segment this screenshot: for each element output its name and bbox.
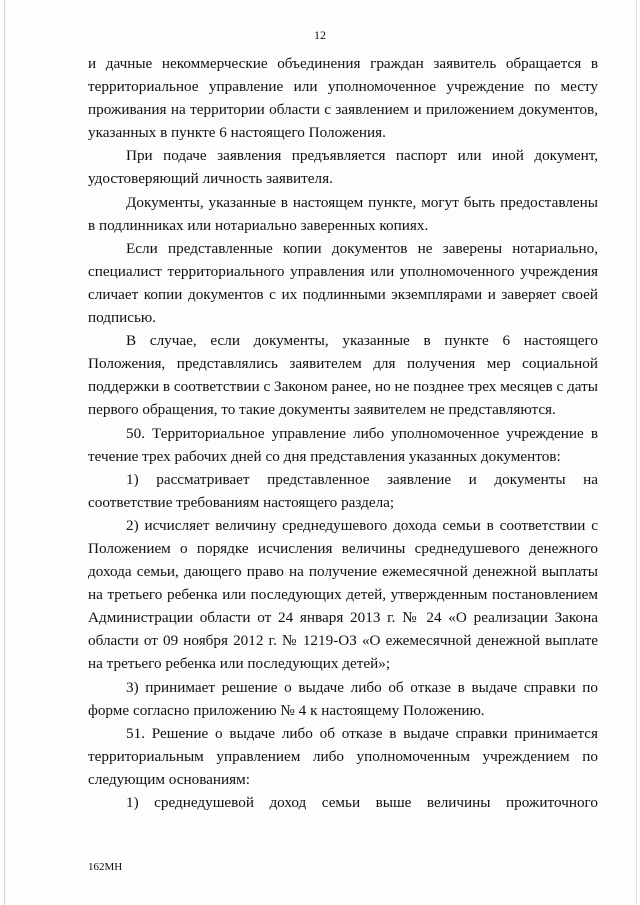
scan-edge-left: [4, 0, 5, 905]
paragraph: В случае, если документы, указанные в пункте 6 настоящего Положения, представлялись заявителем для получения мер социальной поддержки в соответствии с Законом ранее, но не позднее трех месяцев с даты первого обращения, то такие документы заявителем не представляются.: [88, 332, 598, 419]
page-number: 12: [314, 28, 326, 42]
list-item: 1) рассматривает представленное заявление и документы на соответствие требованиям настоящего раздела;: [88, 470, 598, 511]
paragraph: Документы, указанные в настоящем пункте, могут быть предоставлены в подлинниках или нотариально заверенных копиях.: [88, 193, 598, 234]
paragraph: 51. Решение о выдаче либо об отказе в выдаче справки принимается территориальным управлением либо уполномоченным учреждением по следующим основаниям:: [88, 724, 598, 788]
list-item: 3) принимает решение о выдаче либо об отказе в выдаче справки по форме согласно приложению № 4 к настоящему Положению.: [88, 678, 598, 719]
scan-edge-right: [636, 0, 637, 905]
list-item: 1) среднедушевой доход семьи выше величины прожиточного: [126, 794, 598, 811]
body-text: [88, 52, 598, 814]
paragraph: Если представленные копии документов не заверены нотариально, специалист территориального управления или уполномоченного учреждения сличает копии документов с их подлинными экземплярами и заверяет своей подписью.: [88, 239, 598, 327]
list-item: 2) исчисляет величину среднедушевого дохода семьи в соответствии с Положением о порядке исчисления величины среднедушевого денежного дохода семьи, дающего право на получение ежемесячной денежной выплаты на третьего ребенка или последующих детей, утвержденным постановлением Администрации области от 24 января 2013 г. № 24 «О реализации Закона области от 09 ноября 2012 г. № 1219-ОЗ «О ежемесячной денежной выплате на третьего ребенка или последующих детей»;: [88, 516, 598, 673]
paragraph: и дачные некоммерческие объединения граждан заявитель обращается в территориальное управление или уполномоченное учреждение по месту проживания на территории области с заявлением и приложением документов, указанных в пункте 6 настоящего Положения.: [88, 55, 598, 142]
footer-code: 162МН: [88, 861, 123, 873]
paragraph: При подаче заявления предъявляется паспорт или иной документ, удостоверяющий личность заявителя.: [88, 147, 598, 188]
paragraph: 50. Территориальное управление либо уполномоченное учреждение в течение трех рабочих дней со дня представления указанных документов:: [88, 424, 598, 465]
